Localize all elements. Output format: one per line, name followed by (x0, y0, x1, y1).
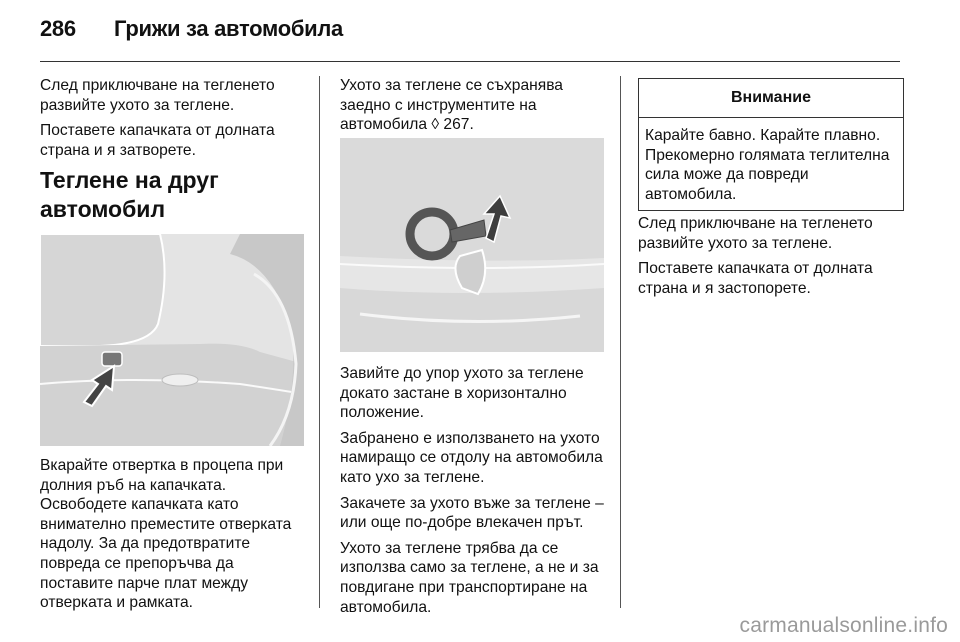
paragraph: Вкарайте отвертка в процепа при долния ръб на капачката. Освободете капачката като внимателно преместите отверката надолу. За да предотвратите повреда се препоръчва да поставите парче плат между отверката и рамката. (40, 457, 292, 612)
warning-title: Внимание (639, 79, 903, 118)
warning-text: Карайте бавно. Карайте плавно. Прекомерно голямата теглителна сила може да повреди автомобила. (645, 127, 890, 203)
paragraph: Закачете за ухото въже за теглене – или още по-добре влекачен прът. (340, 494, 604, 532)
paragraph: Ухото за теглене трябва да се използва само за теглене, а не и за повдигане при транспортиране на автомобила. (340, 539, 599, 616)
warning-box (638, 78, 904, 211)
paragraph: Забранено е използването на ухото намиращо се отдолу на автомобила като ухо за теглене. (340, 429, 603, 486)
paragraph: След приключване на тегленето развийте ухото за теглене. (40, 77, 275, 114)
page-header (40, 16, 900, 46)
towing-eye-illustration (340, 138, 604, 352)
section-heading: Теглене на друг автомобил (40, 167, 219, 223)
towing-eye-drawing (340, 138, 604, 352)
column-middle-lower (340, 364, 604, 623)
bumper-cover-drawing (40, 234, 304, 446)
column-divider (319, 76, 320, 608)
column-left (40, 76, 304, 234)
paragraph: Завийте до упор ухото за теглене докато застане в хоризонтално положение. (340, 365, 584, 422)
column-left-lower (40, 456, 304, 619)
header-divider (40, 61, 900, 62)
watermark-text: carmanualsonline.info (739, 614, 948, 637)
paragraph: Ухото за теглене се съхранява заедно с инструментите на автомобила ◊ 267. (340, 77, 563, 134)
bumper-cover-illustration (40, 234, 304, 446)
warning-body (639, 118, 903, 210)
page-number: 286 (40, 16, 76, 41)
paragraph: След приключване на тегленето развийте ухото за теглене. (638, 215, 873, 252)
column-middle (340, 76, 604, 141)
column-divider (620, 76, 621, 608)
paragraph: Поставете капачката от долната страна и я затворете. (40, 122, 275, 159)
paragraph: Поставете капачката от долната страна и я застопорете. (638, 260, 873, 297)
column-right (638, 214, 902, 304)
page-title: Грижи за автомобила (114, 16, 343, 41)
